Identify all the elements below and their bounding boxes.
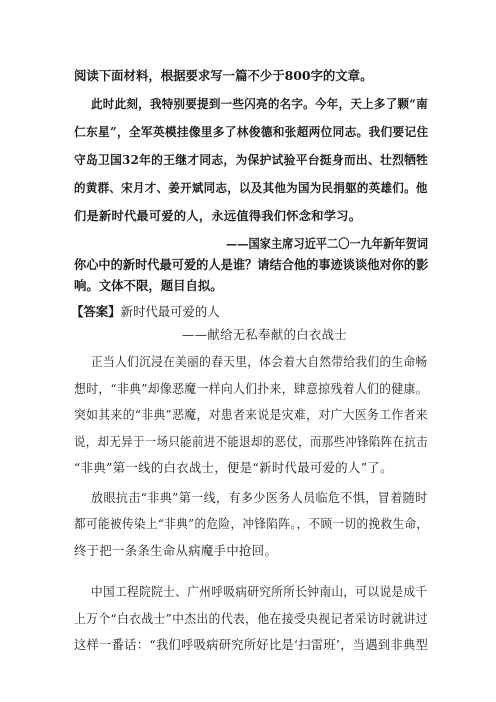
- paragraph-3-line-1: 中国工程院院士、广州呼吸病研究所所长钟南山，可以说是成千: [91, 585, 428, 599]
- prompt-instruction: 阅读下面材料，根据要求写一篇不少于800字的文章。: [74, 68, 373, 83]
- paragraph-2-line-3: 终于把一条条生命从病魔手中抢回。: [74, 544, 278, 558]
- question-line-1: 你心中的新时代最可爱的人是谁？请结合他的事迹谈谈他对你的影: [74, 257, 429, 272]
- answer-heading: [71, 302, 220, 320]
- quote-line-5: 们是新时代最可爱的人，永远值得我们怀念和学习。: [74, 209, 362, 223]
- quote-line-4: 的黄群、宋月才、姜开斌同志，以及其他为国为民捐躯的英雄们。他: [74, 181, 428, 195]
- essay-subtitle: ——献给无私奉献的白衣战士: [182, 328, 348, 342]
- paragraph-1-line-5: “非典”第一线的白衣战士，便是“新时代最可爱的人”了。: [74, 461, 393, 475]
- paragraph-2-line-1: 放眼抗击“非典”第一线，有多少医务人员临危不惧，冒着随时: [91, 491, 428, 505]
- paragraph-1-line-1: 正当人们沉浸在美丽的春天里，体会着大自然带给我们的生命畅: [91, 355, 428, 369]
- question-line-2: 响。文体不限，题目自拟。: [74, 278, 223, 293]
- paragraph-1-line-3: 突如其来的“非典”恶魔，对患者来说是灾难，对广大医务工作者来: [74, 408, 428, 422]
- paragraph-1-line-2: 想时，“非典”却像恶魔一样向人们扑来，肆意掠残着人们的健康。: [74, 382, 428, 396]
- paragraph-3-line-3: 这样一番话：“我们呼吸病研究所好比是‘扫雷班’，当遇到非典型: [74, 638, 429, 652]
- essay-title: 新时代最可爱的人: [120, 304, 220, 319]
- quote-line-1: 此时此刻，我特别要提到一些闪亮的名字。今年，天上多了颗“南: [91, 97, 428, 111]
- quote-line-2: 仁东星”，全军英模挂像里多了林俊德和张超两位同志。我们要记住: [74, 125, 429, 139]
- paragraph-1-line-4: 说，却无异于一场只能前进不能退却的恶仗，而那些冲锋陷阵在抗击: [74, 435, 428, 449]
- paragraph-3-line-2: 上万个“白衣战士”中杰出的代表，他在接受央视记者采访时就讲过: [74, 612, 428, 626]
- paragraph-2-line-2: 都可能被传染上“非典”的危险，冲锋陷阵。，不顾一切的挽救生命，: [74, 517, 429, 531]
- quote-attribution: ——国家主席习近平二〇一九年新年贺词: [226, 236, 429, 251]
- answer-label: 【答案】: [71, 304, 121, 319]
- quote-line-3: 守岛卫国32年的王继才同志，为保护试验平台挺身而出、壮烈牺牲: [74, 153, 429, 167]
